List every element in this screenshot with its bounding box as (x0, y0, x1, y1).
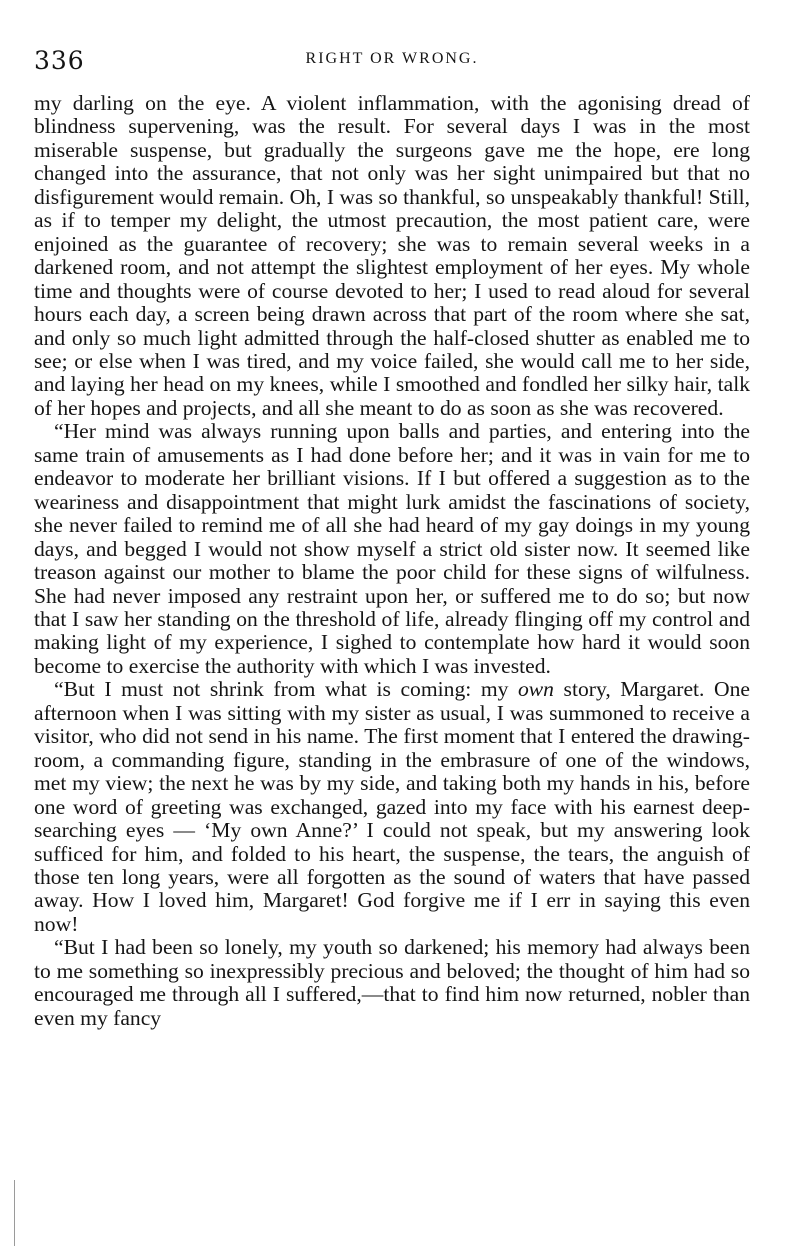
italic-text: own (517, 677, 554, 702)
page-header (34, 0, 750, 92)
page-number: 336 (34, 46, 85, 75)
running-title: RIGHT OR WRONG. (305, 50, 479, 67)
paragraph (34, 678, 750, 936)
paragraph (34, 92, 750, 420)
paragraph (34, 936, 750, 1030)
paragraph-text: my darling on the eye. A violent inflammation, with the agonising dread of blindness supervening, was the result. For several days I was in the most miserable suspense, but gradually the surgeons gave me the hope, ere long changed into the assurance, that not only was her sight unimpaired but that no disfigurement would remain. Oh, I was so thankful, so unspeakably thankful! Still, as if to temper my delight, the utmost precaution, the most patient care, were enjoined as the guarantee of recovery; she was to remain several weeks in a darkened room, and not attempt the slightest employment of her eyes. My whole time and thoughts were of course devoted to her; I used to read aloud for several hours each day, a screen being drawn across that part of the room where she sat, and only so much light admitted through the half-closed shutter as enabled me to see; or else when I was tired, and my voice failed, she would call me to her side, and laying her head on my knees, while I smoothed and fondled her silky hair, talk of her hopes and projects, and all she meant to do as soon as she was recovered. (34, 91, 750, 420)
paragraph-text: “Her mind was always running upon balls and parties, and entering into the same train of amusements as I had done before her; and it was in vain for me to endeavor to moderate her brilliant visions. If I but offered a suggestion as to the weariness and disappointment that might lurk amidst the fascinations of society, she never failed to remind me of all she had heard of my gay doings in my young days, and begged I would not show myself a strict old sister now. It seemed like treason against our mother to blame the poor child for these signs of wilfulness. She had never imposed any restraint upon her, or suffered me to do so; but now that I saw her standing on the threshold of life, already flinging off my control and making light of my experience, I sighed to contemplate how hard it would soon become to exercise the authority with which I was invested. (34, 419, 750, 678)
body-text (34, 92, 750, 1030)
paragraph-text: story, Margaret. One afternoon when I was sitting with my sister as usual, I was summoned to receive a visitor, who did not send in his name. The first moment that I entered the drawing-room, a commanding figure, standing in the embrasure of one of the windows, met my view; the next he was by my side, and taking both my hands in his, before one word of greeting was exchanged, gazed into my face with his earnest deep-searching eyes — ‘My own Anne?’ I could not speak, but my answering look sufficed for him, and folded to his heart, the suspense, the tears, the anguish of those ten long years, were all forgotten as the sound of waters that have passed away. How I loved him, Margaret! God forgive me if I err in saying this even now! (34, 677, 750, 936)
paragraph (34, 420, 750, 678)
paragraph-text: “But I must not shrink from what is coming: my (54, 677, 518, 702)
gutter-line (14, 1180, 15, 1246)
paragraph-text: “But I had been so lonely, my youth so darkened; his memory had always been to me something so inexpressibly precious and beloved; the thought of him had so encouraged me through all I suffered,—that to find him now returned, nobler than even my fancy (34, 935, 750, 1030)
